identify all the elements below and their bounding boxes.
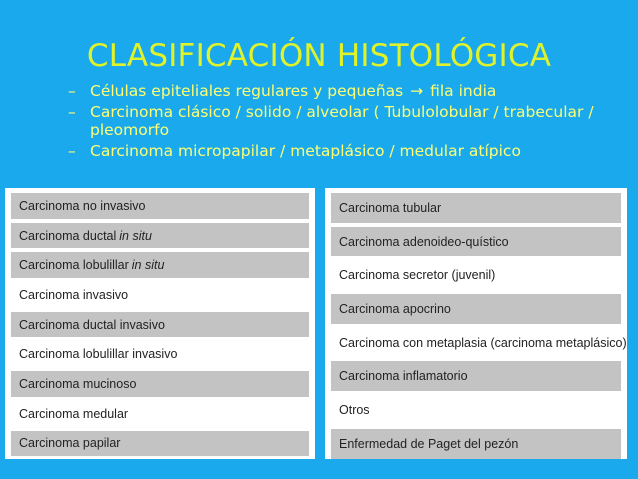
table-row <box>11 223 309 249</box>
row-label: Carcinoma tubular <box>339 200 442 215</box>
table-row <box>331 260 621 290</box>
row-label: Carcinoma papilar <box>19 436 121 451</box>
table-row <box>11 341 309 367</box>
bullet-item <box>68 82 628 100</box>
bullet-text: fila india <box>430 82 497 100</box>
table-row <box>331 328 627 358</box>
row-label: Carcinoma adenoideo-quístico <box>339 234 509 249</box>
classification-table-left <box>5 188 315 459</box>
arrow-right-icon: → <box>410 82 424 100</box>
row-label: Carcinoma mucinoso <box>19 376 137 391</box>
row-label: Enfermedad de Paget del pezón <box>339 436 519 451</box>
bullet-text: Carcinoma micropapilar / metaplásico / medular atípico <box>90 142 521 160</box>
row-label: Carcinoma secretor (juvenil) <box>339 268 496 283</box>
table-row <box>331 227 621 257</box>
table-row <box>331 429 621 459</box>
bullet-text: Carcinoma clásico / solido / alveolar ( Tubulolobular / trabecular / pleomorfo <box>90 103 594 139</box>
row-label: Carcinoma apocrino <box>339 301 451 316</box>
row-label-italic: in situ <box>131 258 165 273</box>
slide-title: CLASIFICACIÓN HISTOLÓGICA <box>86 38 552 74</box>
table-row <box>331 294 621 324</box>
row-label: Carcinoma ductal <box>19 228 117 243</box>
table-row <box>11 431 309 457</box>
table-row <box>331 193 621 223</box>
bullet-text: Células epiteliales regulares y pequeñas <box>90 82 404 100</box>
table-row <box>11 312 309 338</box>
table-row <box>11 282 309 308</box>
row-label-italic: in situ <box>119 228 152 243</box>
row-label: Carcinoma lobulillar <box>19 258 129 273</box>
row-label: Carcinoma ductal invasivo <box>19 317 165 332</box>
table-row <box>11 252 309 278</box>
bullet-list <box>68 82 628 163</box>
row-label: Carcinoma medular <box>19 406 129 421</box>
table-row <box>11 193 309 219</box>
classification-table-right <box>325 188 627 459</box>
row-label: Carcinoma invasivo <box>19 287 129 302</box>
row-label: Otros <box>339 402 370 417</box>
table-row <box>11 401 309 427</box>
row-label: Carcinoma con metaplasia (carcinoma metaplásico) <box>339 335 627 350</box>
table-row <box>331 395 621 425</box>
bullet-item <box>68 103 628 139</box>
row-label: Carcinoma inflamatorio <box>339 369 468 384</box>
bullet-item <box>68 142 628 160</box>
table-row <box>331 361 621 391</box>
row-label: Carcinoma lobulillar invasivo <box>19 347 178 362</box>
table-row <box>11 371 309 397</box>
row-label: Carcinoma no invasivo <box>19 198 146 213</box>
